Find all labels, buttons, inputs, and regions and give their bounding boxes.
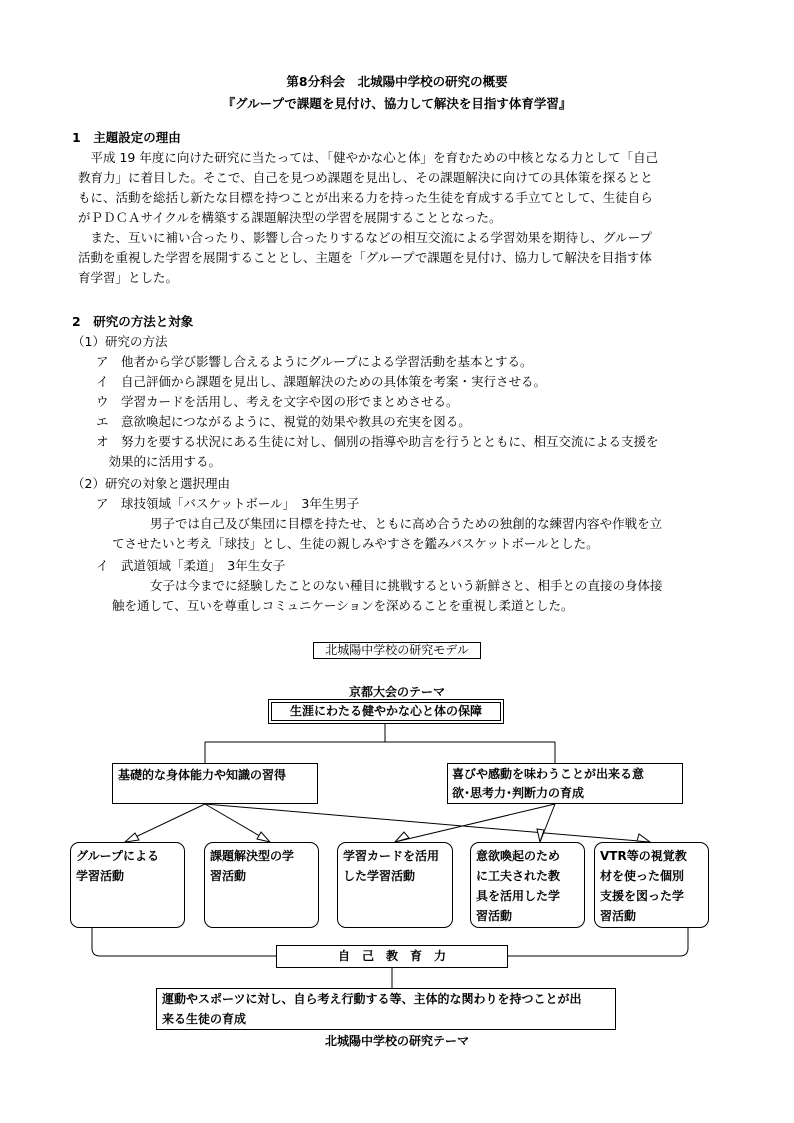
right-goal-box bbox=[447, 763, 683, 804]
activity-box-teaching-tools bbox=[470, 842, 585, 928]
text-line: 習活動 bbox=[210, 869, 247, 883]
activity-box-vtr bbox=[594, 842, 709, 928]
text-line: 活動を重視した学習を展開することとし、主題を「グループで課題を見付け、協力して解決を目指す体 bbox=[78, 250, 652, 265]
text-line: 具を活用した学 bbox=[476, 889, 561, 903]
text-line: 喜びや感動を味わうことが出来る意 bbox=[452, 767, 645, 781]
text-line: 平成 19 年度に向けた研究に当たっては、「健やかな心と体」を育むための中核となる力として「自己 bbox=[78, 150, 659, 165]
research-theme-label: 北城陽中学校の研究テーマ bbox=[324, 1034, 469, 1048]
method-item: 効果的に活用する。 bbox=[96, 454, 222, 469]
text-line: VTR等の視覚教 bbox=[600, 849, 687, 863]
target-b: イ 武道領域「柔道」 3年生女子 bbox=[96, 558, 286, 573]
method-item: オ 努力を要する状況にある生徒に対し、個別の指導や助言を行うとともに、相互交流による支援を bbox=[96, 434, 659, 449]
text-line: 教育力」に着目した。そこで、自己を見つめ課題を見出し、その課題解決に向けての具体策を探るとと bbox=[78, 170, 653, 185]
theme-text: 生涯にわたる健やかな心と体の保障 bbox=[271, 702, 501, 721]
section1-heading: 1 主題設定の理由 bbox=[72, 130, 181, 145]
self-education-box: 自 己 教 育 力 bbox=[276, 945, 508, 968]
text-line: 習活動 bbox=[600, 909, 637, 923]
text-line: 運動やスポーツに対し、自ら考え行動する等、主体的な関わりを持つことが出 bbox=[162, 992, 582, 1006]
text-line: 欲･思考力･判断力の育成 bbox=[452, 786, 585, 800]
method-item: ア 他者から学び影響し合えるようにグループによる学習活動を基本とする。 bbox=[96, 354, 533, 369]
activity-box-problem-solving bbox=[204, 842, 319, 928]
text-line: 課題解決型の学 bbox=[210, 849, 295, 863]
text-line: 学習活動 bbox=[76, 869, 125, 883]
text-line: した学習活動 bbox=[343, 869, 416, 883]
text-line: 支援を図った学 bbox=[600, 889, 685, 903]
diagram-title: 北城陽中学校の研究モデル bbox=[313, 642, 481, 659]
text-line: 材を使った個別 bbox=[600, 869, 685, 883]
text-line: 女子は今までに経験したことのない種目に挑戦するという新鮮さと、相手との直接の身体接 bbox=[150, 578, 663, 593]
text-line: 触を通して、互いを尊重しコミュニケーションを深めることを重視し柔道とした。 bbox=[112, 598, 574, 613]
document-subtitle: 『グループで課題を見付け、協力して解決を目指す体育学習』 bbox=[222, 96, 572, 111]
goal-box-bottom bbox=[156, 988, 616, 1030]
text-line: 学習カードを活用 bbox=[343, 849, 440, 863]
text-line: に工夫された教 bbox=[476, 869, 561, 883]
method-item: イ 自己評価から課題を見出し、課題解決のための具体策を考案・実行させる。 bbox=[96, 374, 547, 389]
text-line: 意欲喚起のため bbox=[476, 849, 561, 863]
text-line: がＰＤＣＡサイクルを構築する課題解決型の学習を展開することとなった。 bbox=[78, 210, 502, 225]
activity-box-group bbox=[70, 842, 185, 928]
text-line: 育学習」とした。 bbox=[78, 270, 179, 285]
text-line: 習活動 bbox=[476, 909, 513, 923]
text-line: もに、活動を総括し新たな目標を持つことが出来る力を持った生徒を育成する手立てとして、生徒自ら bbox=[78, 190, 653, 205]
text-line: てさせたいと考え「球技」とし、生徒の親しみやすさを鑑みバスケットボールとした。 bbox=[112, 536, 599, 551]
text-line: 男子では自己及び集団に目標を持たせ、ともに高め合うための独創的な練習内容や作戦を立 bbox=[150, 516, 663, 531]
text-line: グループによる bbox=[76, 849, 160, 863]
target-a: ア 球技領域「バスケットボール」 3年生男子 bbox=[96, 496, 360, 511]
section2-sub2: （2）研究の対象と選択理由 bbox=[72, 476, 230, 491]
method-item: ウ 学習カードを活用し、考えを文字や図の形でまとめさせる。 bbox=[96, 394, 459, 409]
left-goal-box: 基礎的な身体能力や知識の習得 bbox=[112, 763, 318, 804]
activity-box-learning-card bbox=[337, 842, 453, 928]
text-line: また、互いに補い合ったり、影響し合ったりするなどの相互交流による学習効果を期待し、グループ bbox=[78, 230, 653, 245]
section2-sub1: （1）研究の方法 bbox=[72, 334, 168, 349]
theme-label: 京都大会のテーマ bbox=[348, 685, 445, 699]
text-line: 来る生徒の育成 bbox=[162, 1012, 247, 1026]
section2-heading: 2 研究の方法と対象 bbox=[72, 314, 194, 329]
document-title: 第8分科会 北城陽中学校の研究の概要 bbox=[286, 74, 508, 89]
theme-box bbox=[268, 699, 504, 724]
method-item: エ 意欲喚起につながるように、視覚的効果や教具の充実を図る。 bbox=[96, 414, 471, 429]
